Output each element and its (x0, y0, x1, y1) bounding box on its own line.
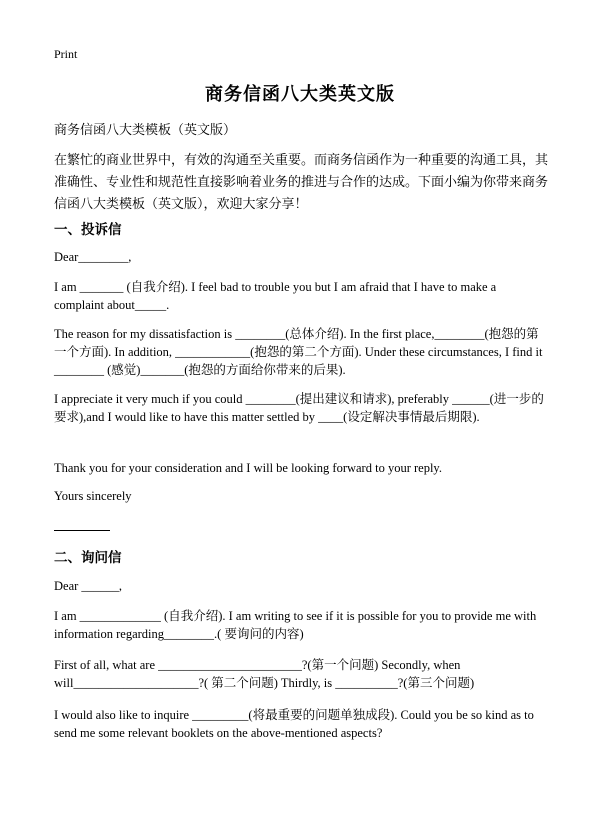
subtitle: 商务信函八大类模板（英文版） (54, 123, 237, 138)
print-link[interactable]: Print (54, 47, 78, 61)
section-heading-complaint: 一、投诉信 (54, 222, 122, 238)
complaint-paragraph-3: I appreciate it very much if you could ________(提出建议和请求), preferably ______(进一步的要求),and I would like to have this matter settled by ____(设定解决事情最后期限). (54, 392, 544, 424)
signature-line (54, 530, 110, 531)
inquiry-salutation: Dear ______, (54, 579, 123, 593)
section-heading-inquiry: 二、询问信 (54, 550, 122, 566)
complaint-paragraph-2: The reason for my dissatisfaction is ________(总体介绍). In the first place,________(抱怨的第一个方面). In addition, ____________(抱怨的第二个方面). Under these circumstances, I find it ________ (感觉)_______(抱怨的方面给你带来的后果). (54, 327, 543, 377)
inquiry-paragraph-2: First of all, what are _______________________?(第一个问题) Secondly, when will____________________?( 第二个问题) Thirdly, is __________?(第三个问题) (54, 658, 475, 690)
complaint-paragraph-1: I am _______ (自我介绍). I feel bad to trouble you but I am afraid that I have to make a complaint about_____. (54, 280, 497, 312)
inquiry-paragraph-1: I am _____________ (自我介绍). I am writing to see if it is possible for you to provide me with information regarding________.( 要询问的内容) (54, 609, 537, 641)
complaint-salutation: Dear________, (54, 250, 132, 264)
intro-paragraph: 在繁忙的商业世界中，有效的沟通至关重要。而商务信函作为一种重要的沟通工具，其准确性、专业性和规范性直接影响着业务的推进与合作的达成。下面小编为你带来商务信函八大类模板（英文版），欢迎大家分享！ (54, 153, 549, 212)
inquiry-paragraph-3: I would also like to inquire _________(将最重要的问题单独成段). Could you be so kind as to send me some relevant booklets on the above-mentioned aspects? (54, 708, 534, 740)
page-title: 商务信函八大类英文版 (205, 84, 395, 105)
complaint-closing: Yours sincerely (54, 489, 132, 503)
complaint-paragraph-4: Thank you for your consideration and I will be looking forward to your reply. (54, 461, 442, 475)
